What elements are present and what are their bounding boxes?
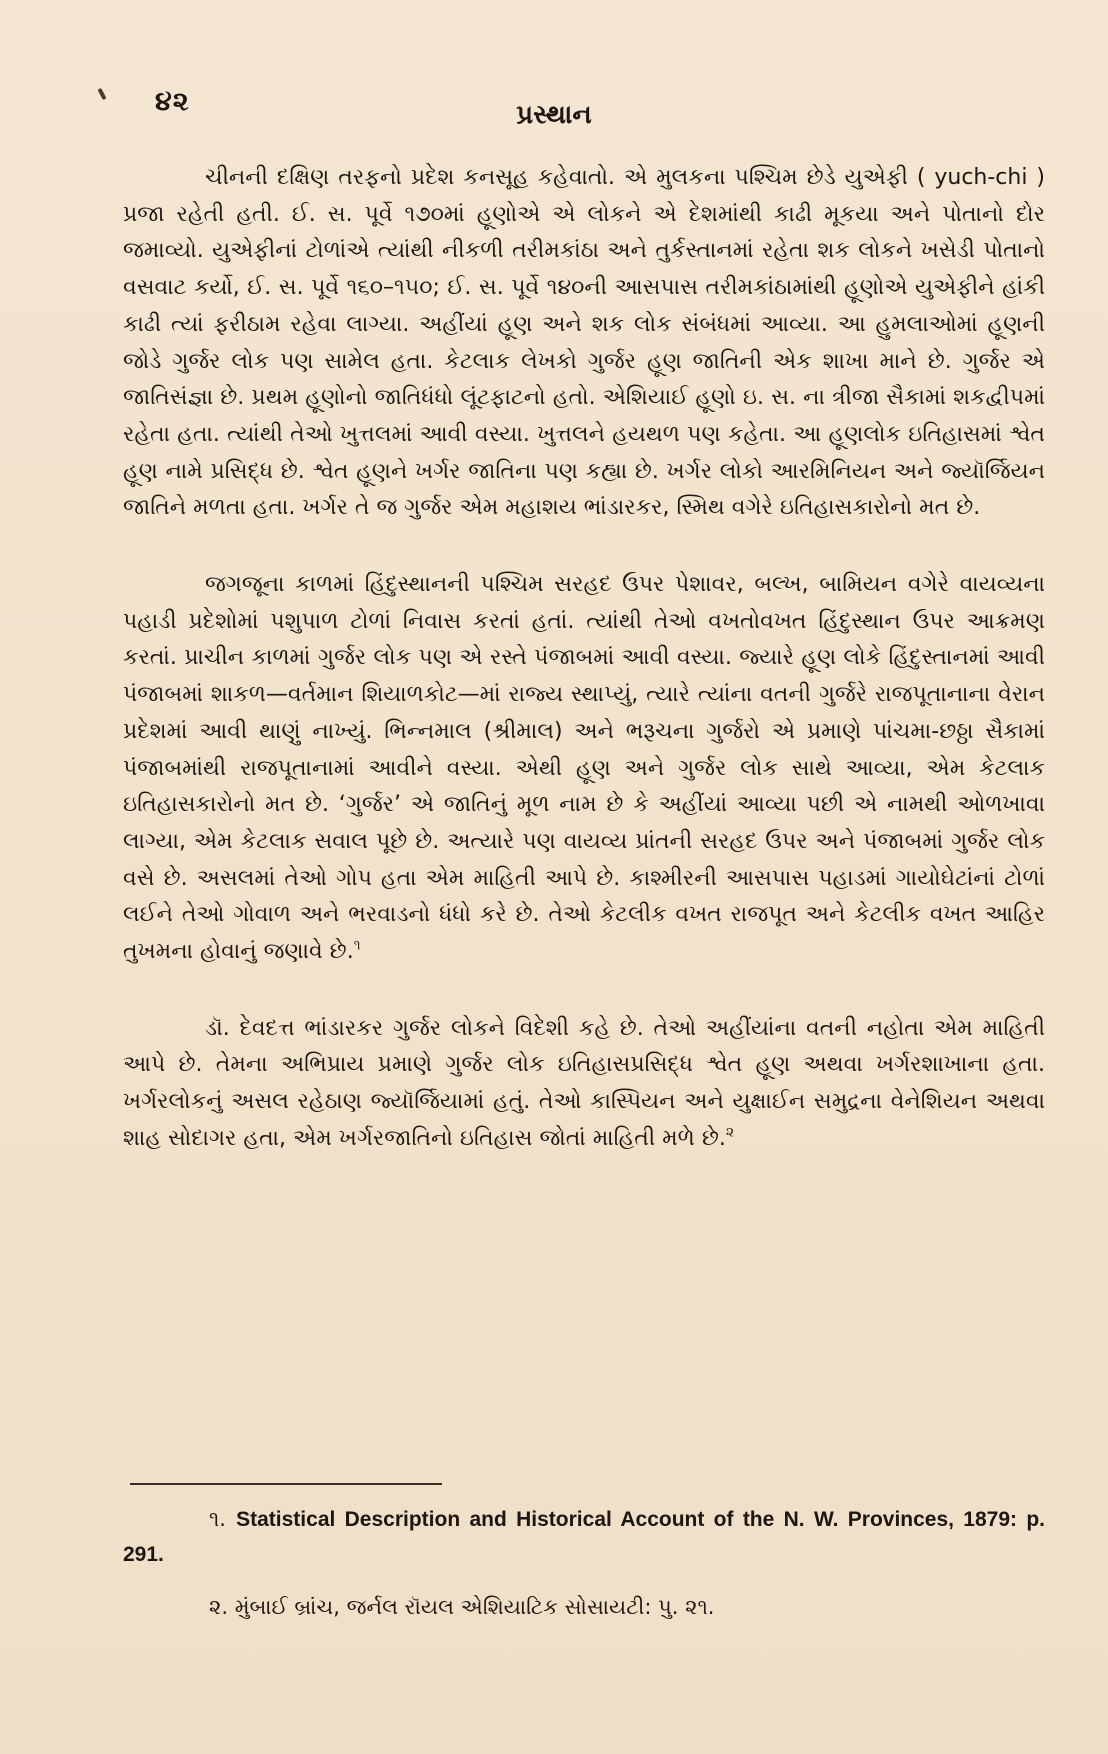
footnote xyxy=(123,1502,1045,1572)
footnote-ref[interactable]: ૨ xyxy=(725,1124,735,1141)
footnote-divider xyxy=(130,1483,442,1485)
footnote-number: ૨. xyxy=(209,1595,229,1619)
pen-mark xyxy=(97,88,106,100)
running-title: પ્રસ્થાન xyxy=(516,100,592,130)
footnote-ref[interactable]: ૧ xyxy=(353,937,361,954)
footnote-text: Statistical Description and Historical Account of the N. W. Provinces, 1879: p. 291. xyxy=(123,1508,1045,1566)
footnote xyxy=(123,1590,1045,1624)
footnote-text: મુંબાઈ બ્રાંચ, જર્નલ રૉયલ એશિયાટિક સોસાયટી: પુ. ૨૧. xyxy=(234,1595,715,1619)
paragraph-text: જગજૂના કાળમાં હિંદુસ્થાનની પશ્ચિમ સરહદ ઉપર પેશાવર, બલ્ખ, બામિયન વગેરે વાયવ્યના પહાડી પ્રદેશોમાં પશુપાળ ટોળાં નિવાસ કરતાં હતાં. ત્યાંથી તેઓ વખતોવખત હિંદુસ્થાન ઉપર આક્રમણ કરતાં. પ્રાચીન કાળમાં ગુર્જર લોક પણ એ રસ્તે પંજાબમાં આવી વસ્યા. જ્યારે હૂણ લોકે હિંદુસ્તાનમાં આવી પંજાબમાં શાકળ—વર્તમાન શિયાળકોટ—માં રાજ્ય સ્થાપ્યું, ત્યારે ત્યાંના વતની ગુર્જરે રાજપૂતાનાના વેરાન પ્રદેશમાં આવી થાણું નાખ્યું. ભિન્નમાલ (શ્રીમાલ) અને ભરૂચના ગુર્જરો એ પ્રમાણે પાંચમા-છઠ્ઠા સૈકામાં પંજાબમાંથી રાજપૂતાનામાં આવીને વસ્યા. એથી હૂણ અને ગુર્જર લોક સાથે આવ્યા, એમ કેટલાક ઇતિહાસકારોનો મત છે. ‘ગુર્જર’ એ જાતિનું મૂળ નામ છે કે અહીંયાં આવ્યા પછી એ નામથી ઓળખાવા લાગ્યા, એમ કેટલાક સવાલ પૂછે છે. અત્યારે પણ વાયવ્ય પ્રાંતની સરહદ ઉપર અને પંજાબમાં ગુર્જર લોક વસે છે. અસલમાં તેઓ ગોપ હતા એમ માહિતી આપે છે. કાશ્મીરની આસપાસ પહાડમાં ગાયોઘેટાંનાં ટોળાં લઈને તેઓ ગોવાળ અને ભરવાડનો ધંધો કરે છે. તેઓ કેટલીક વખત રાજપૂત અને કેટલીક વખત આહિર તુખમના હોવાનું જણાવે છે. xyxy=(123,572,1045,965)
page-number: ૪૨ xyxy=(155,86,190,117)
paragraph-text: ચીનની દક્ષિણ તરફનો પ્રદેશ કનસૂહ કહેવાતો. એ મુલકના પશ્ચિમ છેડે યુએફી ( yuch-chi ) પ્રજા રહેતી હતી. ઈ. સ. પૂર્વે ૧૭૦માં હૂણોએ એ લોકને એ દેશમાંથી કાઢી મૂકયા અને પોતાનો દોર જમાવ્યો. યુએફીનાં ટોળાંએ ત્યાંથી નીકળી તરીમકાંઠા અને તુર્કસ્તાનમાં રહેતા શક લોકને ખસેડી પોતાનો વસવાટ કર્યો, ઈ. સ. પૂર્વે ૧૬૦–૧૫૦; ઈ. સ. પૂર્વે ૧૪૦ની આસપાસ તરીમકાંઠામાંથી હૂણોએ યુએફીને હાંકી કાઢી ત્યાં ફરીઠામ રહેવા લાગ્યા. અહીંયાં હૂણ અને શક લોક સંબંધમાં આવ્યા. આ હુમલાઓમાં હૂણની જોડે ગુર્જર લોક પણ સામેલ હતા. કેટલાક લેખકો ગુર્જર હૂણ જાતિની એક શાખા માને છે. ગુર્જર એ જાતિસંજ્ઞા છે. પ્રથમ હૂણોનો જાતિધંધો લૂંટફાટનો હતો. એશિયાઈ હૂણો ઇ. સ. ના ત્રીજા સૈકામાં શકદ્વીપમાં રહેતા હતા. ત્યાંથી તેઓ ખુત્તલમાં આવી વસ્યા. ખુત્તલને હયથળ પણ કહેતા. આ હૂણલોક ઇતિહાસમાં શ્વેત હૂણ નામે પ્રસિદ્ધ છે. શ્વેત હૂણને ખર્ગર જાતિના પણ કહ્યા છે. ખર્ગર લોકો આરમિનિયન અને જ્યૉર્જિયન જાતિને મળતા હતા. ખર્ગર તે જ ગુર્જર એમ મહાશય ભાંડારકર, સ્મિથ વગેરે ઇતિહાસકારોનો મત છે. xyxy=(123,165,1045,521)
paragraph xyxy=(123,160,1045,527)
main-text xyxy=(123,160,1045,1158)
paragraph xyxy=(123,1011,1045,1158)
footnote-number: ૧. xyxy=(209,1507,226,1531)
footnotes xyxy=(123,1502,1045,1624)
paragraph xyxy=(123,567,1045,971)
paragraph-text: ડૉ. દેવદત્ત ભાંડારકર ગુર્જર લોકને વિદેશી કહે છે. તેઓ અહીંયાંના વતની નહોતા એમ માહિતી આપે છે. તેમના અભિપ્રાય પ્રમાણે ગુર્જર લોક ઇતિહાસપ્રસિદ્ધ શ્વેત હૂણ અથવા ખર્ગરશાખાના હતા. ખર્ગરલોકનું અસલ રહેઠાણ જ્યૉર્જિયામાં હતું. તેઓ કાસ્પિયન અને યુક્ષાઈન સમુદ્રના વેનેશિયન અથવા શાહ સોદાગર હતા, એમ ખર્ગરજાતિનો ઇતિહાસ જોતાં માહિતી મળે છે. xyxy=(123,1015,1045,1151)
